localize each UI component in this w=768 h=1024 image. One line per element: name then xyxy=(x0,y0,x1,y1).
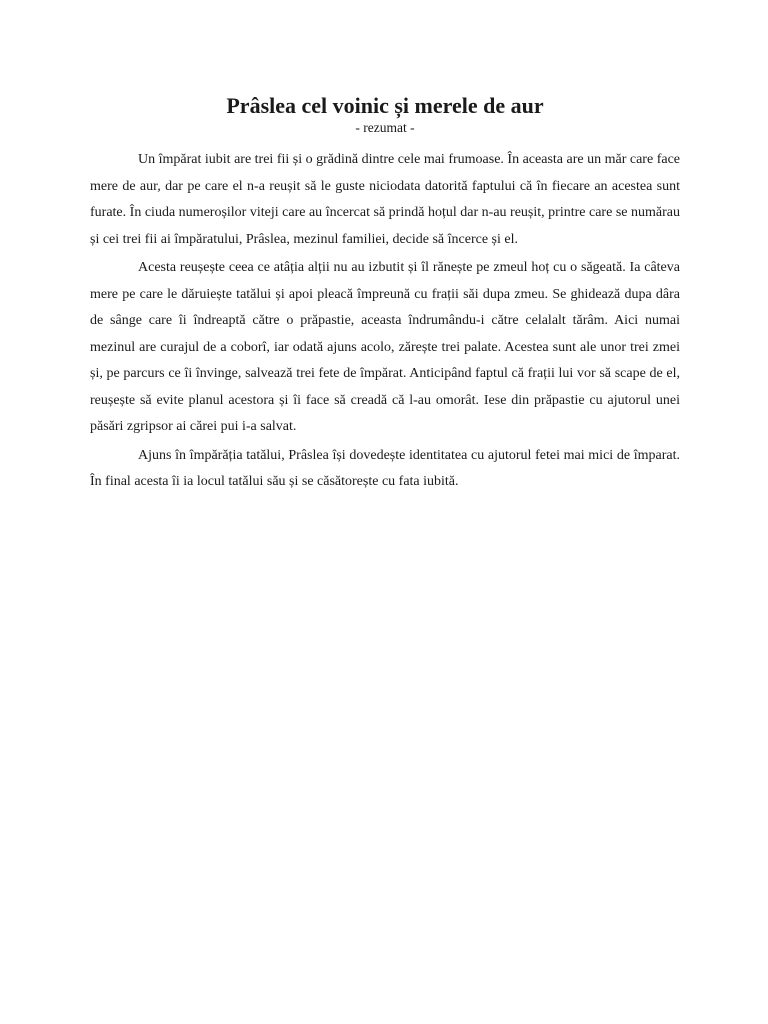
paragraph: Ajuns în împărăția tatălui, Prâslea își dovedește identitatea cu ajutorul fetei mai mici de împarat. În final acesta îi ia locul tatălui său și se căsătorește cu fata iubită. xyxy=(90,447,680,489)
paragraph: Un împărat iubit are trei fii și o grădină dintre cele mai frumoase. În aceasta are un măr care face mere de aur, dar pe care el n-a reușit să le guste niciodata datorită faptului că în fiecare an acestea sunt furate. În ciuda numeroșilor viteji care au încercat să prindă hoțul dar n-au reușit, printre care se numărau și cei trei fii ai împăratului, Prâslea, mezinul familiei, decide să încerce și el. xyxy=(90,152,680,247)
document-body xyxy=(90,147,680,496)
paragraph: Acesta reușește ceea ce atâția alții nu au izbutit și îl rănește pe zmeul hoț cu o săgeată. Ia câteva mere pe care le dăruiește tatălui și apoi pleacă împreună cu frații săi dupa zmeu. Se ghidează dupa dâra de sânge care îi îndreaptă către o prăpastie, aceasta îndrumându-i către celalalt tărâm. Aici numai mezinul are curajul de a coborî, iar odată ajuns acolo, zărește trei palate. Acestea sunt ale unor trei zmei și, pe parcurs ce îi învinge, salvează trei fete de împărat. Anticipând faptul că frații lui vor să scape de el, reușește să evite planul acestora și îi face să creadă că l-au omorât. Iese din prăpastie cu ajutorul unei păsări zgripsor ai cărei pui i-a salvat. xyxy=(90,260,680,434)
document-subtitle: - rezumat - xyxy=(355,120,415,135)
document-title: Prâslea cel voinic și merele de aur xyxy=(226,93,544,118)
